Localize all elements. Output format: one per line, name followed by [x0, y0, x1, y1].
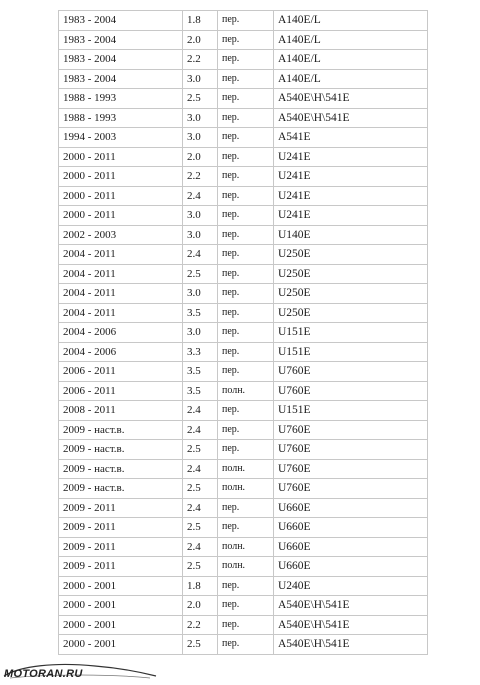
transmission-model-cell: U760E: [274, 479, 428, 499]
engine-volume-cell: 3.5: [183, 303, 218, 323]
engine-volume-cell: 3.0: [183, 225, 218, 245]
table-row: [59, 186, 428, 206]
table-row: [59, 89, 428, 109]
engine-volume-cell: 2.0: [183, 147, 218, 167]
drive-cell: пер.: [218, 186, 274, 206]
engine-volume-cell: 2.5: [183, 89, 218, 109]
engine-volume-cell: 1.8: [183, 11, 218, 31]
table-row: [59, 440, 428, 460]
engine-volume-cell: 2.2: [183, 615, 218, 635]
transmission-model-cell: U151E: [274, 342, 428, 362]
table-row: [59, 284, 428, 304]
transmission-model-cell: A540E\H\541E: [274, 615, 428, 635]
table-row: [59, 596, 428, 616]
table-row: [59, 167, 428, 187]
engine-volume-cell: 2.4: [183, 186, 218, 206]
engine-volume-cell: 2.4: [183, 420, 218, 440]
transmission-table: [58, 10, 428, 655]
drive-cell: пер.: [218, 635, 274, 655]
years-cell: 1994 - 2003: [59, 128, 183, 148]
drive-cell: пер.: [218, 128, 274, 148]
table-row: [59, 498, 428, 518]
transmission-model-cell: U151E: [274, 323, 428, 343]
transmission-model-cell: A140E/L: [274, 11, 428, 31]
table-row: [59, 225, 428, 245]
table-row: [59, 264, 428, 284]
transmission-model-cell: U760E: [274, 362, 428, 382]
transmission-model-cell: A140E/L: [274, 69, 428, 89]
years-cell: 2009 - наст.в.: [59, 420, 183, 440]
transmission-model-cell: A540E\H\541E: [274, 108, 428, 128]
drive-cell: пер.: [218, 30, 274, 50]
transmission-model-cell: U250E: [274, 264, 428, 284]
drive-cell: пер.: [218, 167, 274, 187]
transmission-model-cell: U760E: [274, 420, 428, 440]
years-cell: 2000 - 2011: [59, 206, 183, 226]
years-cell: 2000 - 2001: [59, 615, 183, 635]
years-cell: 2008 - 2011: [59, 401, 183, 421]
transmission-model-cell: U241E: [274, 206, 428, 226]
drive-cell: пер.: [218, 498, 274, 518]
drive-cell: полн.: [218, 479, 274, 499]
years-cell: 2009 - наст.в.: [59, 479, 183, 499]
years-cell: 1983 - 2004: [59, 69, 183, 89]
table-row: [59, 147, 428, 167]
drive-cell: пер.: [218, 615, 274, 635]
drive-cell: пер.: [218, 596, 274, 616]
engine-volume-cell: 2.2: [183, 167, 218, 187]
table-row: [59, 50, 428, 70]
engine-volume-cell: 2.0: [183, 30, 218, 50]
transmission-model-cell: U151E: [274, 401, 428, 421]
transmission-model-cell: A541E: [274, 128, 428, 148]
years-cell: 2004 - 2011: [59, 245, 183, 265]
years-cell: 2004 - 2011: [59, 303, 183, 323]
years-cell: 2000 - 2001: [59, 596, 183, 616]
table-row: [59, 401, 428, 421]
table-row: [59, 576, 428, 596]
years-cell: 2000 - 2001: [59, 576, 183, 596]
drive-cell: полн.: [218, 537, 274, 557]
table-row: [59, 518, 428, 538]
drive-cell: пер.: [218, 11, 274, 31]
table-row: [59, 459, 428, 479]
table-row: [59, 30, 428, 50]
transmission-model-cell: U760E: [274, 440, 428, 460]
drive-cell: пер.: [218, 245, 274, 265]
transmission-model-cell: U241E: [274, 186, 428, 206]
engine-volume-cell: 2.4: [183, 459, 218, 479]
engine-volume-cell: 2.5: [183, 479, 218, 499]
drive-cell: пер.: [218, 362, 274, 382]
years-cell: 2006 - 2011: [59, 362, 183, 382]
drive-cell: пер.: [218, 225, 274, 245]
drive-cell: пер.: [218, 420, 274, 440]
years-cell: 2002 - 2003: [59, 225, 183, 245]
years-cell: 2000 - 2011: [59, 147, 183, 167]
drive-cell: пер.: [218, 518, 274, 538]
table-row: [59, 635, 428, 655]
engine-volume-cell: 2.5: [183, 440, 218, 460]
years-cell: 2004 - 2011: [59, 284, 183, 304]
engine-volume-cell: 2.5: [183, 557, 218, 577]
years-cell: 2004 - 2006: [59, 323, 183, 343]
table-row: [59, 557, 428, 577]
transmission-model-cell: U760E: [274, 381, 428, 401]
engine-volume-cell: 3.5: [183, 381, 218, 401]
transmission-model-cell: U660E: [274, 537, 428, 557]
years-cell: 2009 - 2011: [59, 498, 183, 518]
table-row: [59, 128, 428, 148]
years-cell: 1988 - 1993: [59, 108, 183, 128]
drive-cell: полн.: [218, 381, 274, 401]
drive-cell: пер.: [218, 342, 274, 362]
transmission-model-cell: U250E: [274, 303, 428, 323]
drive-cell: пер.: [218, 147, 274, 167]
drive-cell: пер.: [218, 323, 274, 343]
years-cell: 2004 - 2006: [59, 342, 183, 362]
transmission-model-cell: A140E/L: [274, 50, 428, 70]
table-row: [59, 342, 428, 362]
engine-volume-cell: 3.0: [183, 206, 218, 226]
drive-cell: пер.: [218, 206, 274, 226]
years-cell: 1988 - 1993: [59, 89, 183, 109]
engine-volume-cell: 3.0: [183, 284, 218, 304]
transmission-model-cell: U760E: [274, 459, 428, 479]
transmission-model-cell: A540E\H\541E: [274, 596, 428, 616]
drive-cell: пер.: [218, 440, 274, 460]
engine-volume-cell: 2.5: [183, 264, 218, 284]
drive-cell: пер.: [218, 401, 274, 421]
drive-cell: пер.: [218, 89, 274, 109]
drive-cell: пер.: [218, 303, 274, 323]
table-row: [59, 11, 428, 31]
engine-volume-cell: 3.3: [183, 342, 218, 362]
years-cell: 1983 - 2004: [59, 50, 183, 70]
drive-cell: пер.: [218, 284, 274, 304]
engine-volume-cell: 2.5: [183, 635, 218, 655]
table-row: [59, 615, 428, 635]
years-cell: 1983 - 2004: [59, 30, 183, 50]
drive-cell: пер.: [218, 50, 274, 70]
table-row: [59, 420, 428, 440]
transmission-model-cell: U240E: [274, 576, 428, 596]
years-cell: 2000 - 2001: [59, 635, 183, 655]
table-row: [59, 303, 428, 323]
drive-cell: пер.: [218, 69, 274, 89]
transmission-table-container: [58, 10, 428, 655]
transmission-model-cell: U241E: [274, 167, 428, 187]
years-cell: 2009 - 2011: [59, 537, 183, 557]
table-row: [59, 323, 428, 343]
table-row: [59, 69, 428, 89]
transmission-model-cell: U241E: [274, 147, 428, 167]
drive-cell: полн.: [218, 557, 274, 577]
watermark-logo-text: MOTORAN.RU: [4, 668, 83, 680]
years-cell: 2000 - 2011: [59, 167, 183, 187]
drive-cell: пер.: [218, 576, 274, 596]
drive-cell: пер.: [218, 264, 274, 284]
table-row: [59, 362, 428, 382]
table-row: [59, 479, 428, 499]
engine-volume-cell: 2.4: [183, 401, 218, 421]
engine-volume-cell: 2.5: [183, 518, 218, 538]
engine-volume-cell: 3.0: [183, 69, 218, 89]
years-cell: 2009 - наст.в.: [59, 459, 183, 479]
drive-cell: пер.: [218, 108, 274, 128]
years-cell: 1983 - 2004: [59, 11, 183, 31]
engine-volume-cell: 2.0: [183, 596, 218, 616]
transmission-model-cell: U140E: [274, 225, 428, 245]
engine-volume-cell: 2.4: [183, 537, 218, 557]
engine-volume-cell: 3.0: [183, 108, 218, 128]
engine-volume-cell: 2.4: [183, 245, 218, 265]
years-cell: 2004 - 2011: [59, 264, 183, 284]
years-cell: 2006 - 2011: [59, 381, 183, 401]
transmission-model-cell: U660E: [274, 557, 428, 577]
transmission-model-cell: U250E: [274, 245, 428, 265]
transmission-model-cell: A540E\H\541E: [274, 635, 428, 655]
engine-volume-cell: 3.0: [183, 323, 218, 343]
transmission-model-cell: U660E: [274, 498, 428, 518]
years-cell: 2009 - наст.в.: [59, 440, 183, 460]
engine-volume-cell: 3.5: [183, 362, 218, 382]
table-row: [59, 245, 428, 265]
transmission-model-cell: U250E: [274, 284, 428, 304]
engine-volume-cell: 1.8: [183, 576, 218, 596]
drive-cell: полн.: [218, 459, 274, 479]
engine-volume-cell: 2.4: [183, 498, 218, 518]
transmission-model-cell: U660E: [274, 518, 428, 538]
engine-volume-cell: 2.2: [183, 50, 218, 70]
table-row: [59, 206, 428, 226]
years-cell: 2009 - 2011: [59, 518, 183, 538]
table-body: [59, 11, 428, 655]
years-cell: 2009 - 2011: [59, 557, 183, 577]
table-row: [59, 381, 428, 401]
transmission-model-cell: A140E/L: [274, 30, 428, 50]
transmission-model-cell: A540E\H\541E: [274, 89, 428, 109]
table-row: [59, 537, 428, 557]
engine-volume-cell: 3.0: [183, 128, 218, 148]
table-row: [59, 108, 428, 128]
years-cell: 2000 - 2011: [59, 186, 183, 206]
